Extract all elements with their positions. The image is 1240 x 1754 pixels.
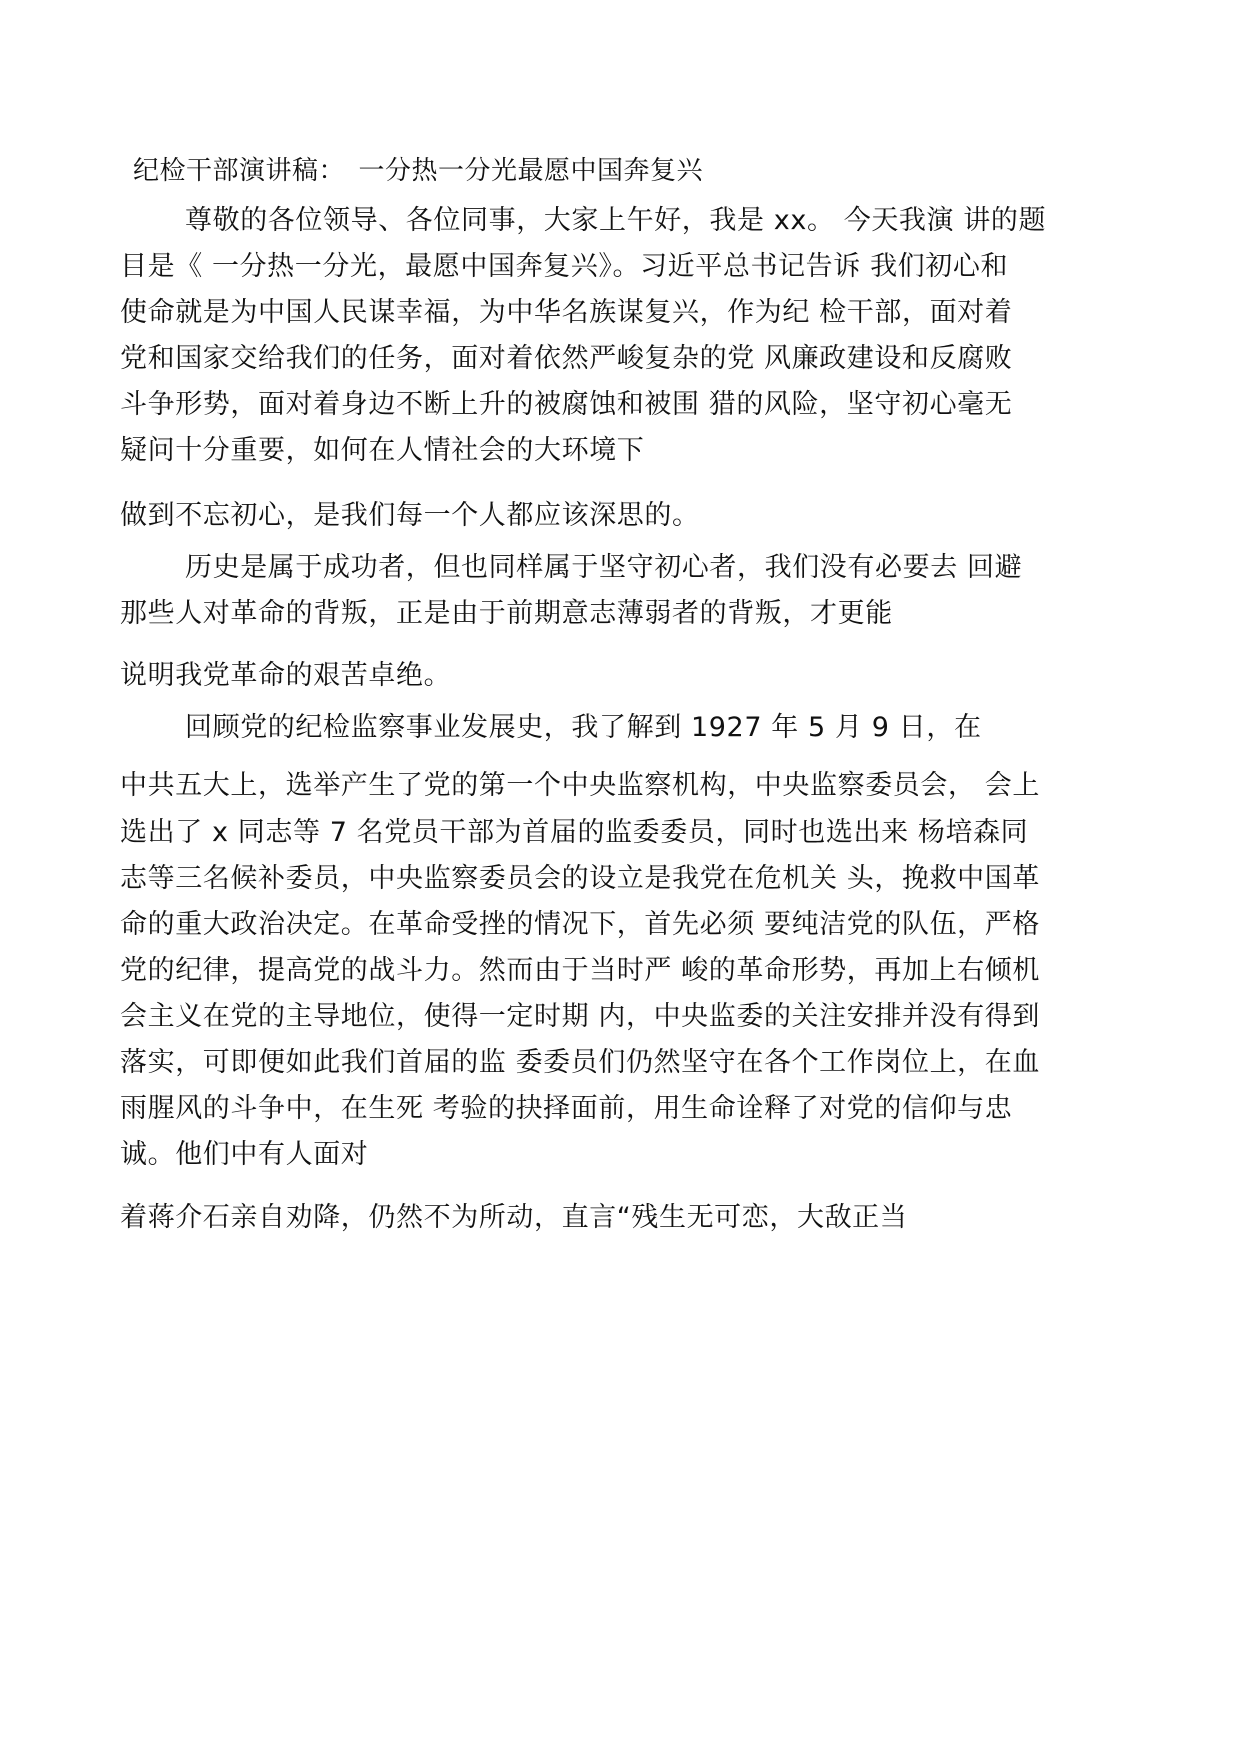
text-line: 选出了 x 同志等 7 名党员干部为首届的监委委员，同时也选出来 杨培森同 <box>120 817 1029 848</box>
text-line: 做到不忘初心，是我们每一个人都应该深思的。 <box>120 500 700 531</box>
text-line: 志等三名候补委员，中央监察委员会的设立是我党在危机关 头，挽救中国革 <box>120 863 1040 894</box>
document-title: 纪检干部演讲稿： 一分热一分光最愿中国奔复兴 <box>133 156 704 186</box>
text-line: 会主义在党的主导地位，使得一定时期 内，中央监委的关注安排并没有得到 <box>120 1001 1040 1032</box>
text-line: 说明我党革命的艰苦卓绝。 <box>120 660 452 691</box>
text-line: 党和国家交给我们的任务，面对着依然严峻复杂的党 风廉政建设和反腐败 <box>120 343 1013 374</box>
text-line: 落实，可即便如此我们首届的监 委委员们仍然坚守在各个工作岗位上，在血 <box>120 1047 1040 1078</box>
text-line: 命的重大政治决定。在革命受挫的情况下，首先必须 要纯洁党的队伍，严格 <box>120 909 1040 940</box>
text-line: 目是《 一分热一分光，最愿中国奔复兴》。习近平总书记告诉 我们初心和 <box>120 251 1009 282</box>
text-line: 疑问十分重要，如何在人情社会的大环境下 <box>120 435 645 466</box>
text-line: 历史是属于成功者，但也同样属于坚守初心者，我们没有必要去 回避 <box>185 552 1023 583</box>
text-line: 那些人对革命的背叛，正是由于前期意志薄弱者的背叛，才更能 <box>120 598 893 629</box>
text-line: 回顾党的纪检监察事业发展史，我了解到 1927 年 5 月 9 日，在 <box>185 712 982 743</box>
text-line: 尊敬的各位领导、各位同事，大家上午好，我是 xx。 今天我演 讲的题 <box>185 205 1047 236</box>
text-line: 斗争形势，面对着身边不断上升的被腐蚀和被围 猎的风险，坚守初心毫无 <box>120 389 1013 420</box>
text-line: 中共五大上，选举产生了党的第一个中央监察机构，中央监察委员会， 会上 <box>120 770 1040 801</box>
text-line: 着蒋介石亲自劝降，仍然不为所动，直言“残生无可恋，大敌正当 <box>120 1202 908 1233</box>
text-line: 党的纪律，提高党的战斗力。然而由于当时严 峻的革命形势，再加上右倾机 <box>120 955 1040 986</box>
text-line: 诚。他们中有人面对 <box>120 1139 369 1170</box>
text-line: 使命就是为中国人民谋幸福，为中华名族谋复兴，作为纪 检干部，面对着 <box>120 297 1013 328</box>
text-line: 雨腥风的斗争中，在生死 考验的抉择面前，用生命诠释了对党的信仰与忠 <box>120 1093 1013 1124</box>
